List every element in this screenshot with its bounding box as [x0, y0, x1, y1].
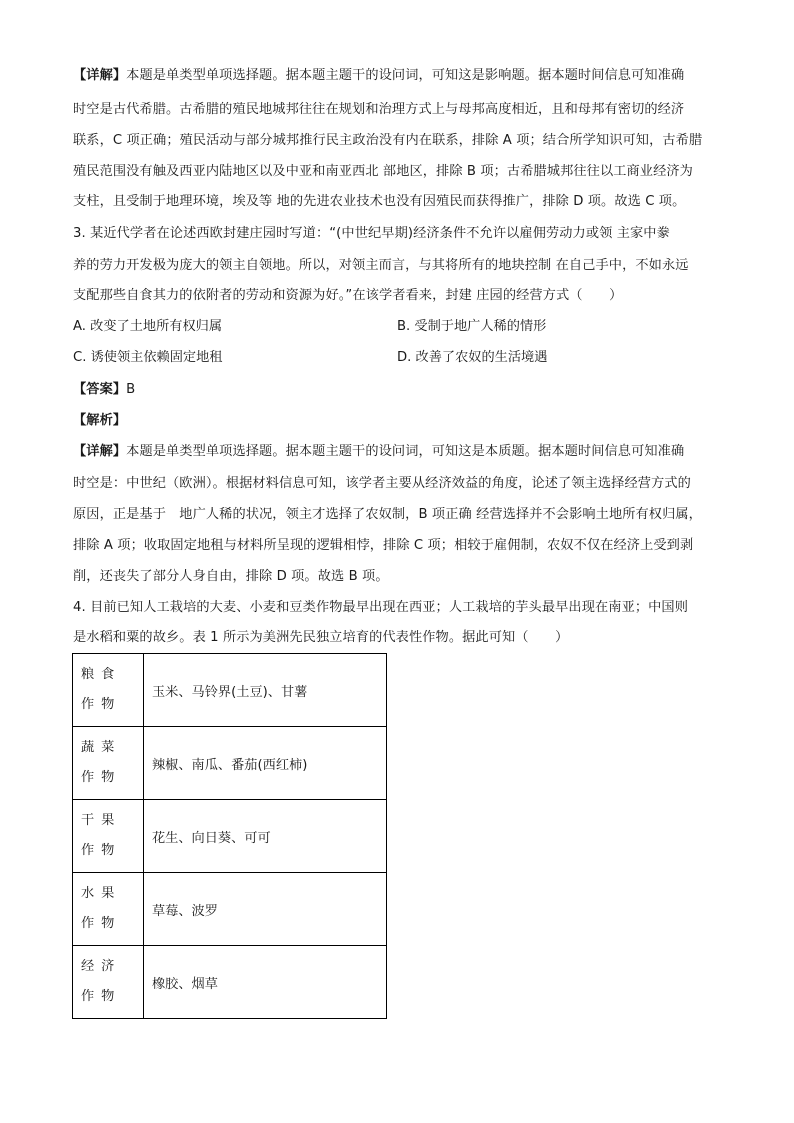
q3-explanation-line-4: 排除 A 项；收取固定地租与材料所呈现的逻辑相悖，排除 C 项；相较于雇佣制，农奴不仅在经济上受到剥: [73, 538, 694, 553]
detail-tag: 【详解】: [73, 68, 127, 83]
crop-category: 干果作物: [73, 800, 144, 873]
q2-explanation-line-3: 联系，C 项正确；殖民活动与部分城邦推行民主政治没有内在联系，排除 A 项；结合所学知识可知，古希腊: [73, 133, 703, 148]
crops-table: [72, 653, 387, 1019]
q3-stem-line-1: 3. 某近代学者在论述西欧封建庄园时写道：“(中世纪早期)经济条件不允许以雇佣劳动力或领 主家中豢: [73, 226, 670, 241]
table-row: [73, 654, 387, 727]
q3-stem-line-3: 支配那些自食其力的依附者的劳动和资源为好。”在该学者看来，封建 庄园的经营方式（ ）: [73, 288, 623, 303]
table-row: [73, 727, 387, 800]
q3-stem-line-2: 养的劳力开发极为庞大的领主自领地。所以，对领主而言，与其将所有的地块控制 在自己手中，不如永远: [73, 258, 689, 273]
q3-explanation-line-3: 原因，正是基于 地广人稀的状况，领主才选择了农奴制，B 项正确 经营选择并不会影响土地所有权归属，: [73, 507, 702, 522]
q3-option-c: C. 诱使领主依赖固定地租: [73, 350, 223, 365]
crop-list: 草莓、波罗: [144, 873, 387, 946]
crop-list: 橡胶、烟草: [144, 946, 387, 1019]
crop-category: 经济作物: [73, 946, 144, 1019]
q3-option-a: A. 改变了土地所有权归属: [73, 319, 223, 334]
crop-list: 玉米、马铃界(土豆)、甘薯: [144, 654, 387, 727]
q3-explanation-line-1: 【详解】本题是单类型单项选择题。据本题主题干的设问词，可知这是本质题。据本题时间信息可知准确: [73, 444, 685, 459]
q2-explanation-line-5: 支柱，且受制于地理环境，埃及等 地的先进农业技术也没有因殖民而获得推广，排除 D 项。故选 C 项。: [73, 194, 686, 209]
crop-list: 辣椒、南瓜、番茄(西红柿): [144, 727, 387, 800]
q3-answer: [73, 380, 733, 400]
q4-stem-line-2: 是水稻和粟的故乡。表 1 所示为美洲先民独立培育的代表性作物。据此可知（ ）: [73, 630, 569, 645]
q3-option-d: D. 改善了农奴的生活境遇: [397, 350, 548, 365]
table-row: [73, 800, 387, 873]
answer-value: B: [126, 382, 136, 397]
answer-tag: 【答案】: [73, 382, 127, 397]
detail-tag: 【详解】: [73, 444, 127, 459]
q4-stem-line-1: 4. 目前已知人工栽培的大麦、小麦和豆类作物最早出现在西亚；人工栽培的芋头最早出现在南亚；中国则: [73, 600, 689, 615]
q2-explanation-line-2: 时空是古代希腊。古希腊的殖民地城邦往往在规划和治理方式上与母邦高度相近，且和母邦有密切的经济: [73, 102, 685, 117]
q2-explanation-line-1: 【详解】本题是单类型单项选择题。据本题主题干的设问词，可知这是影响题。据本题时间信息可知准确: [73, 68, 685, 83]
crop-list: 花生、向日葵、可可: [144, 800, 387, 873]
crop-category: 蔬菜作物: [73, 727, 144, 800]
table-row: [73, 946, 387, 1019]
q3-explanation-line-5: 削，还丧失了部分人身自由，排除 D 项。故选 B 项。: [73, 569, 389, 584]
q3-explanation-line-2: 时空是：中世纪（欧洲）。根据材料信息可知，该学者主要从经济效益的角度，论述了领主选择经营方式的: [73, 476, 691, 491]
table-row: [73, 873, 387, 946]
q3-option-b: B. 受制于地广人稀的情形: [397, 319, 547, 334]
q2-explanation-line-4: 殖民范围没有触及西亚内陆地区以及中亚和南亚西北 部地区，排除 B 项；古希腊城邦往往以工商业经济为: [73, 164, 693, 179]
q3-analysis-tag: 【解析】: [73, 413, 127, 428]
crop-category: 粮食作物: [73, 654, 144, 727]
crop-category: 水果作物: [73, 873, 144, 946]
